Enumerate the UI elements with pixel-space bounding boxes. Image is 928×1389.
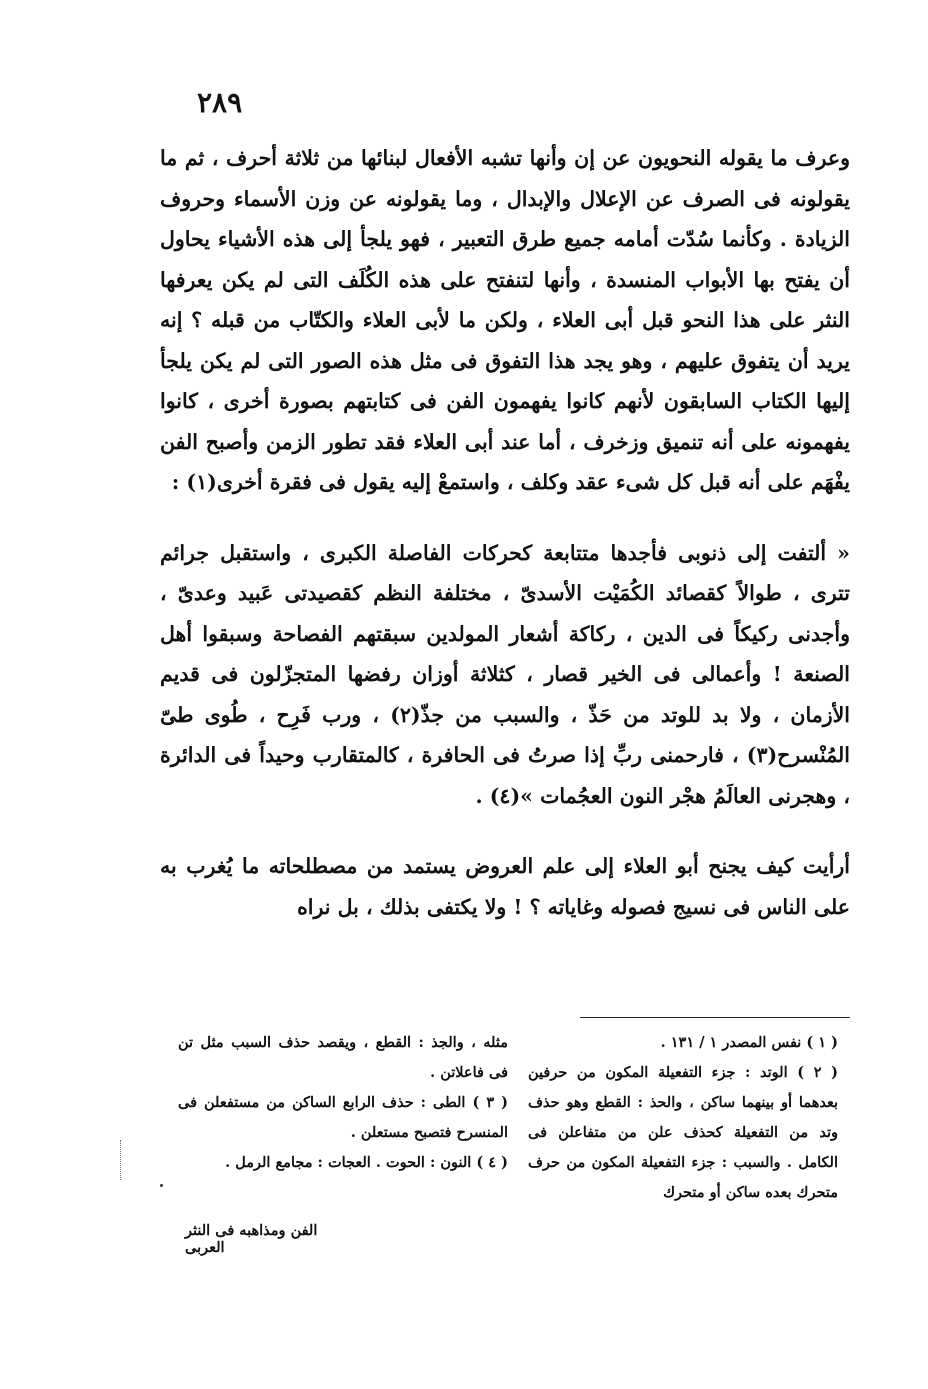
footnote-2: ( ٢ ) الوتد : جزء التفعيلة المكون من حرفين بعدهما أو بينهما ساكن ، والحذ : القطع وهو حذف وتد من التفعيلة كحذف علن من متفاعلن فى الكامل . والسبب : جزء التفعيلة المكون من حرف متحرك بعده ساكن أو متحرك: [528, 1064, 838, 1201]
scan-dot: [160, 1184, 163, 1187]
running-footer: الفن ومذاهبه فى النثر العربى: [185, 1222, 318, 1256]
footnote-2-continued: مثله ، والجذ : القطع ، ويقصد حذف السبب مثل تن فى فاعلاتن .: [178, 1034, 508, 1081]
footnotes-left-column: [178, 1028, 508, 1178]
scan-mark: [120, 1140, 124, 1180]
quoted-passage: « ألتفت إلى ذنوبى فأجدها متتابعة كحركات الفاصلة الكبرى ، واستقبل جرائم تترى ، طوالاً كقصائد الكُمَيْت الأسدىّ ، مختلفة النظم كقصيدتى عَبيد وعدىّ ، وأجدنى ركيكاً فى الدين ، ركاكة أشعار المولدين سبقتهم الفصاحة وسبقوا أهل الصنعة ! وأعمالى فى الخير قصار ، كثلاثة أوزان رفضها المتجزّلون فى قديم الأزمان ، ولا بد للوتد من حَذّ ، والسبب من جذّ(٢) ، ورب فَرِح ، طُوى طىّ المُنْسرح(٣) ، فارحمنى ربِّ إذا صرتُ فى الحافرة ، كالمتقارب وحيداً فى الدائرة ، وهجرنى العالَمُ هجْر النون العجُمات »(٤) .: [160, 540, 850, 808]
paragraph-1: وعرف ما يقوله النحويون عن إن وأنها تشبه الأفعال لبنائها من ثلاثة أحرف ، ثم ما يقولونه فى الصرف عن الإعلال والإبدال ، وما يقولونه عن وزن الأسماء وحروف الزيادة . وكأنما سُدّت أمامه جميع طرق التعبير ، فهو يلجأ إلى هذه الأشياء يحاول أن يفتح بها الأبواب المنسدة ، وأنها لتنفتح على هذه الكُلَف التى لم يكن يعرفها النثر على هذا النحو قبل أبى العلاء ، ولكن ما لأبى العلاء والكتّاب من قبله ؟ إنه يريد أن يتفوق عليهم ، وهو يجد هذا التفوق فى مثل هذه الصور التى لم يكن يلجأ إليها الكتاب السابقون لأنهم كانوا يفهمون الفن فى كتابتهم بصورة أخرى ، كانوا يفهمونه على أنه تنميق وزخرف ، أما عند أبى العلاء فقد تطور الزمن وأصبح الفن يفْهَم على أنه قبل كل شىء عقد وكلف ، واستمعْ إليه يقول فى فقرة أخرى(١) :: [160, 146, 850, 494]
footnote-4: ( ٤ ) النون : الحوت . العجات : مجامع الرمل .: [225, 1154, 508, 1171]
paragraph-3: أرأيت كيف يجنح أبو العلاء إلى علم العروض يستمد من مصطلحاته ما يُغرب به على الناس فى نسيج فصوله وغاياته ؟ ! ولا يكتفى بذلك ، بل نراه: [160, 854, 850, 919]
footnote-divider: [580, 1017, 850, 1018]
footnotes-right-column: [528, 1028, 838, 1208]
page-number: ٢٨٩: [197, 86, 243, 119]
main-text: [160, 138, 850, 927]
footnote-3: ( ٣ ) الطى : حذف الرابع الساكن من مستفعلن فى المنسرح فتصبح مستعلن .: [178, 1094, 508, 1141]
footnote-1: ( ١ ) نفس المصدر ١ / ١٣١ .: [660, 1034, 838, 1051]
